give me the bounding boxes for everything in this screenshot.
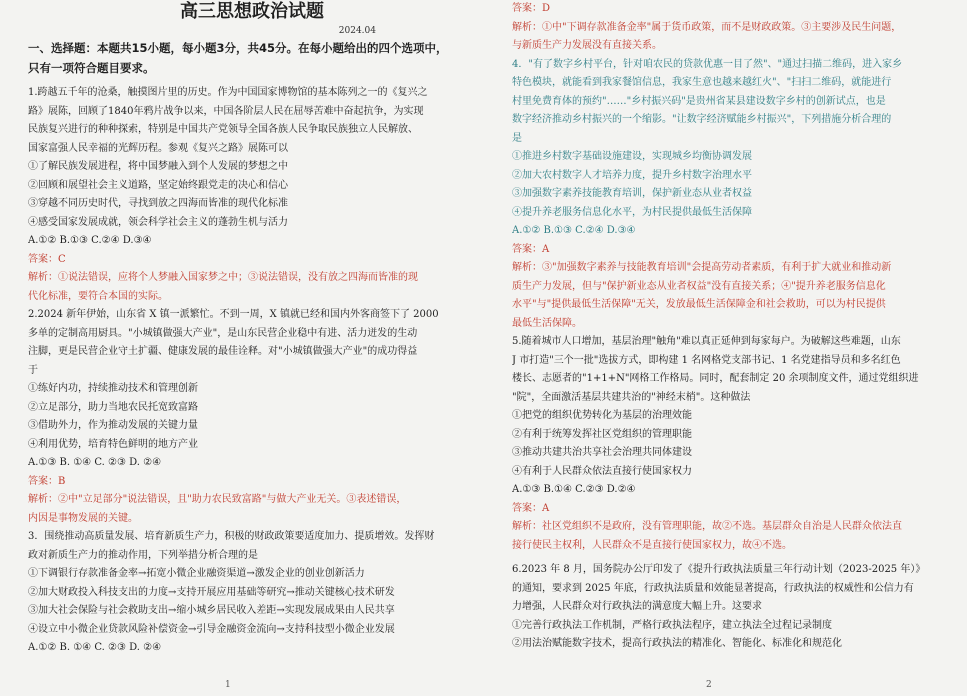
- question-4-line: 数字经济推动乡村振兴的一个缩影。"让数字经济赋能乡村振兴"，下列措施分析合理的: [512, 114, 892, 125]
- question-5-line: ①把党的组织优势转化为基层的治理效能: [512, 410, 692, 421]
- question-4-line: ①推进乡村数字基础设施建设，实现城乡均衡协调发展: [512, 151, 752, 162]
- section-heading-line: 一、选择题：本题共15小题，每小题3分，共45分。在每小题给出的四个选项中，: [28, 41, 448, 55]
- page-number-2: 2: [706, 680, 712, 690]
- page-2: [484, 0, 967, 696]
- question-3-line: ①下调银行存款准备金率→拓宽小微企业融资渠道→激发企业的创业创新活力: [28, 568, 365, 579]
- question-5-line: ④有利于人民群众依法直接行使国家权力: [512, 465, 692, 477]
- question-2-line: ①练好内功，持续推动技术和管理创新: [28, 383, 198, 394]
- question-6-line: 的通知，要求到 2025 年底，行政执法质量和效能显著提高，行政执法的权威性和公信力有: [512, 582, 914, 594]
- question-3-line: 政对新质生产力的推动作用，下列举措分析合理的是: [28, 549, 258, 561]
- question-5-line: "院"，全面激活基层共建共治的"神经末梢"。这种做法: [512, 391, 751, 403]
- question-4-line: ④提升养老服务信息化水平，为村民提供最低生活保障: [512, 206, 752, 218]
- question-2-line: A.①③ B. ①④ C. ②③ D. ②④: [28, 457, 162, 468]
- question-2-line: ③借助外力，作为推动发展的关键力量: [28, 420, 198, 431]
- analysis-4-line: 最低生活保障。: [512, 317, 582, 329]
- analysis-2-line: 内因是事物发展的关键。: [28, 512, 138, 524]
- exam-title: 高三思想政治试题: [180, 1, 324, 22]
- question-6: [512, 561, 963, 654]
- question-1: [28, 84, 476, 251]
- question-5-line: J 市打造"三个一批"选拔方式，即构建 1 名网格党支部书记、1 名党建指导员和多名红色: [512, 354, 901, 366]
- analysis-5-line: 解析：社区党组织不是政府，没有管理职能，故②不选。基层群众自治是人民群众依法直: [512, 521, 902, 532]
- question-3-line: 3．围绕推动高质量发展、培育新质生产力，积极的财政政策要适度加力、提质增效。发挥财: [28, 531, 435, 542]
- answer-5: 答案：A: [512, 502, 550, 514]
- question-1-line: ②回顾和展望社会主义道路，坚定始终跟党走的决心和信心: [28, 179, 288, 191]
- analysis-4-line: 解析：③"加强数字素养与技能教育培训"会提高劳动者素质，有利于扩大就业和推动新: [512, 262, 892, 273]
- question-2-line: 2.2024 新年伊始，山东省 X 镇一派繁忙。不到一周，X 镇就已经和国内外客商签下了 2000: [28, 309, 439, 320]
- question-2-line: ④利用优势，培育特色鲜明的地方产业: [28, 438, 198, 450]
- analysis-4: [512, 259, 963, 333]
- question-6-line: ①完善行政执法工作机制，严格行政执法程序，建立执法全过程记录制度: [512, 619, 832, 631]
- question-5: [512, 333, 963, 500]
- question-3-line: A.①② B. ①④ C. ②③ D. ②④: [28, 642, 162, 653]
- question-3: [28, 528, 476, 658]
- answer-3: 答案：D: [512, 3, 551, 14]
- question-4-line: 特色模块，就能看到我家餐馆信息，我家生意也越来越红火"、"扫扫二维码，就能进行: [512, 77, 892, 88]
- analysis-1: [28, 269, 476, 306]
- question-2-line: 于: [28, 364, 38, 376]
- analysis-2-line: 解析：②中"立足部分"说法错误，且"助力农民致富路"与做大产业无关。③表述错误，: [28, 494, 407, 505]
- analysis-3-line: 解析：①中"下调存款准备金率"属于货币政策，而不是财政政策。③主要涉及民生问题，: [512, 21, 902, 33]
- question-5-line: 5.随着城市人口增加，基层治理"触角"难以真正延伸到每家每户。为破解这些难题，山东: [512, 336, 901, 347]
- question-3-line: ②加大财政投入科技支出的力度→支持开展应用基础等研究→推动关键核心技术研发: [28, 586, 395, 598]
- question-1-line: 国家富强人民幸福的光辉历程。参观《复兴之路》展陈可以: [28, 142, 288, 154]
- question-3-line: ③加大社会保险与社会救助支出→缩小城乡居民收入差距→实现发展成果由人民共享: [28, 605, 395, 616]
- question-1-line: ①了解民族发展进程，将中国梦融入到个人发展的梦想之中: [28, 161, 288, 172]
- question-4-line: 村里免费育体的预约"……"乡村振兴码"是贵州省某县建设数字乡村的创新试点，也是: [512, 95, 886, 107]
- question-1-line: 路》展陈，回顾了1840年鸦片战争以来，中国各阶层人民在屈辱苦难中奋起抗争，为实现: [28, 105, 424, 117]
- question-2-line: 多单的定制高用厨具。"小城镇做强大产业"，是山东民营企业稳中有进、活力迸发的生动: [28, 327, 418, 339]
- question-4-line: 是: [512, 132, 522, 144]
- answer-2: 答案：B: [28, 475, 66, 487]
- question-5-line: ②有利于统筹发挥社区党组织的管理职能: [512, 428, 692, 440]
- question-4-line: 4．"有了数字乡村平台，针对咱农民的贷款优惠一目了然"、"通过扫描二维码，进入家乡: [512, 58, 903, 70]
- question-2-line: 注脚，更是民营企业守土扩疆、健康发展的最佳诠释。对"小城镇做强大产业"的成功得益: [28, 346, 418, 357]
- question-6-line: ②用法治赋能数字技术，提高行政执法的精准化、智能化、标准化和规范化: [512, 638, 842, 649]
- section-heading-line: 只有一项符合题目要求。: [28, 61, 155, 75]
- question-1-line: ④感受国家发展成就，领会科学社会主义的蓬勃生机与活力: [28, 216, 288, 228]
- question-6-line: 6.2023 年 8 月，国务院办公厅印发了《提升行政执法质量三年行动计划（2023-2025 年）》: [512, 564, 926, 575]
- question-2-line: ②立足部分，助力当地农民托宽致富路: [28, 401, 198, 413]
- answer-4: 答案：A: [512, 243, 550, 255]
- question-4-line: ③加强数字素养技能教育培训，保护新业态从业者权益: [512, 188, 752, 199]
- question-4-line: A.①② B.①③ C.②④ D.③④: [512, 225, 636, 236]
- section-heading: [28, 38, 476, 78]
- analysis-3-line: 与新质生产力发展没有直接关系。: [512, 40, 662, 51]
- analysis-3: [512, 19, 963, 56]
- question-4: [512, 56, 963, 241]
- question-3-line: ④设立中小微企业贷款风险补偿资金→引导金融资金流向→支持科技型小微企业发展: [28, 623, 395, 635]
- exam-date: 2024.04: [338, 26, 376, 36]
- question-6-line: 力增强，人民群众对行政执法的满意度大幅上升。这要求: [512, 601, 762, 612]
- question-1-line: ③穿越不同历史时代，寻找到放之四海而皆准的现代化标准: [28, 198, 288, 209]
- question-5-line: A.①③ B.①④ C.②③ D.②④: [512, 484, 636, 495]
- question-5-line: 楼长、志愿者的"1+1+N"网格工作格局。同时，配套制定 20 余项制度文件，通过党组织进: [512, 373, 919, 384]
- analysis-5: [512, 518, 963, 555]
- question-1-line: A.①② B.①③ C.②④ D.③④: [28, 235, 152, 246]
- analysis-2: [28, 491, 476, 528]
- question-2: [28, 306, 476, 473]
- analysis-4-line: 水平"与"提供最低生活保障"无关，发放最低生活保障金和社会救助，可以为村民提供: [512, 299, 886, 310]
- analysis-5-line: 接行使民主权利，人民群众不是直接行使国家权力，故④不选。: [512, 539, 792, 551]
- question-1-line: 民族复兴进行的种种探索，特别是中国共产党领导全国各族人民争取民族独立人民解放、: [28, 124, 418, 135]
- question-4-line: ②加大农村数字人才培养力度，提升乡村数字治理水平: [512, 169, 752, 181]
- page-number-1: 1: [225, 680, 231, 690]
- analysis-1-line: 代化标准，要符合本国的实际。: [28, 290, 168, 302]
- question-5-line: ③推动共建共治共享社会治理共同体建设: [512, 447, 692, 458]
- analysis-1-line: 解析：①说法错误，应将个人梦融入国家梦之中；③说法错误，没有放之四海而皆准的现: [28, 272, 418, 283]
- analysis-4-line: 质生产力发展，但与"保护新业态从业者权益"没有直接关系；④"提升养老服务信息化: [512, 280, 886, 292]
- question-1-line: 1.跨越五千年的沧桑，触摸图片里的历史。作为中国国家博物馆的基本陈列之一的《复兴之: [28, 87, 428, 98]
- answer-1: 答案：C: [28, 253, 66, 265]
